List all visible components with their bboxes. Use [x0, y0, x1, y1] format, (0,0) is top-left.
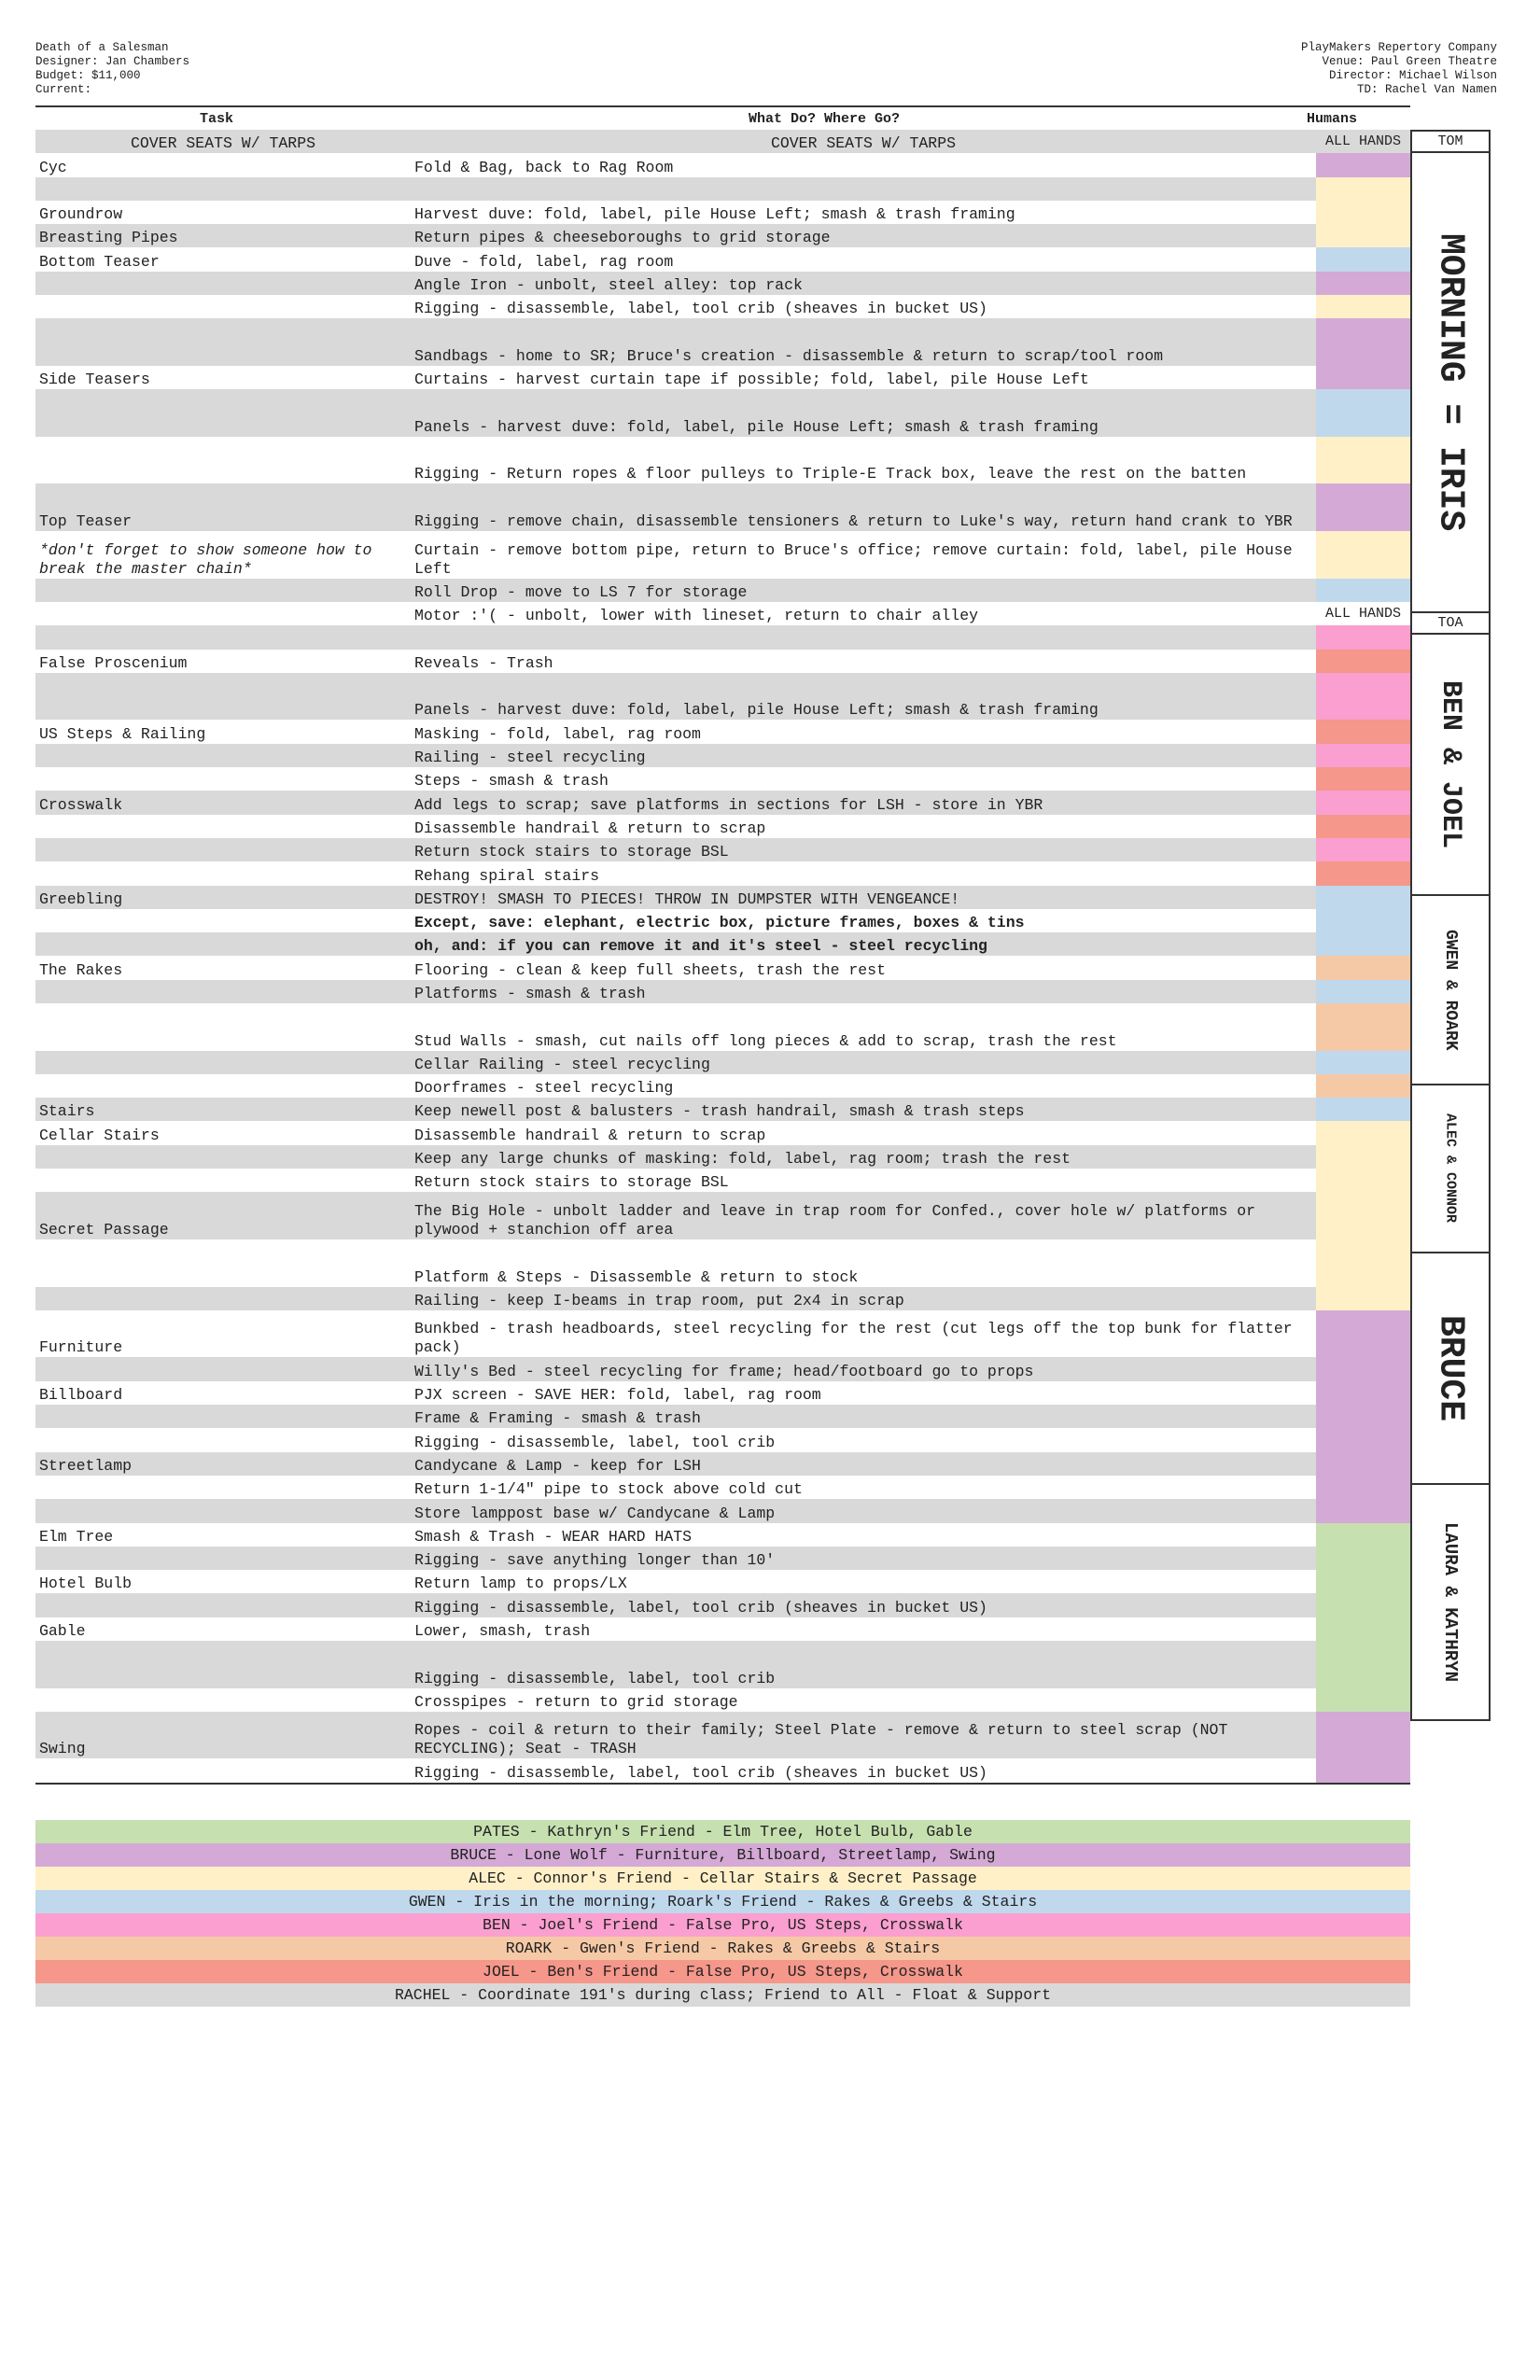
task-cell: Greebling: [39, 889, 123, 908]
crew-color-cell: [1316, 201, 1410, 224]
table-row: [35, 531, 1410, 579]
action-cell: Railing - keep I-beams in trap room, put 2x4 in scrap: [414, 1291, 904, 1309]
task-cell: [35, 1758, 411, 1782]
crew-color-cell: [1316, 247, 1410, 271]
action-cell: Rigging - disassemble, label, tool crib (sheaves in bucket US): [414, 1763, 987, 1782]
task-cell: [35, 272, 411, 295]
crew-color-cell: [1316, 1476, 1410, 1499]
column-headers: [35, 105, 1410, 130]
crew-box: [1410, 1252, 1491, 1485]
task-cell: [35, 932, 411, 956]
task-cell: [35, 1641, 411, 1688]
crew-label: BRUCE: [1430, 1314, 1471, 1422]
venue: Venue: Paul Green Theatre: [1322, 55, 1497, 68]
crew-color-cell: [1316, 650, 1410, 673]
crew-box: [1410, 894, 1491, 1085]
action-cell: Angle Iron - unbolt, steel alley: top rack: [414, 276, 803, 295]
task-cell: [35, 579, 411, 602]
task-cell: [35, 1145, 411, 1169]
crew-color-cell: [1316, 1641, 1410, 1688]
table-row: [35, 130, 1410, 153]
task-cell: [35, 861, 411, 885]
action-cell: Add legs to scrap; save platforms in sections for LSH - store in YBR: [414, 795, 1043, 814]
action-cell: Cellar Railing - steel recycling: [414, 1055, 710, 1073]
table-row: [35, 1428, 1410, 1451]
crew-color-cell: [1316, 366, 1410, 389]
action-cell: PJX screen - SAVE HER: fold, label, rag room: [414, 1386, 821, 1405]
action-cell: Return 1-1/4" pipe to stock above cold cut: [414, 1480, 803, 1499]
crew-color-cell: [1316, 1405, 1410, 1428]
crew-color-cell: [1316, 1169, 1410, 1192]
crew-color-cell: [1316, 1357, 1410, 1380]
table-row: [35, 366, 1410, 389]
table-row: [35, 650, 1410, 673]
crew-color-cell: [1316, 1452, 1410, 1476]
table-row: [35, 224, 1410, 247]
action-cell: Fold & Bag, back to Rag Room: [414, 158, 674, 176]
table-row: [35, 247, 1410, 271]
action-cell: Rigging - remove chain, disassemble tensioners & return to Luke's way, return hand crank to YBR: [414, 512, 1293, 531]
action-cell: Frame & Framing - smash & trash: [414, 1409, 701, 1428]
table-row: [35, 1145, 1410, 1169]
table-row: [35, 932, 1410, 956]
director: Director: Michael Wilson: [1328, 69, 1497, 82]
crew-color-cell: [1316, 838, 1410, 861]
action-cell: Motor :'( - unbolt, lower with lineset, return to chair alley: [414, 607, 978, 625]
crew-color-cell: [1316, 1003, 1410, 1051]
action-cell: Candycane & Lamp - keep for LSH: [414, 1456, 701, 1475]
crew-color-cell: [1316, 1051, 1410, 1074]
action-cell: Rigging - disassemble, label, tool crib: [414, 1433, 776, 1451]
designer: Designer: Jan Chambers: [35, 55, 190, 68]
action-cell: COVER SEATS W/ TARPS: [770, 134, 957, 153]
action-cell: Rigging - save anything longer than 10': [414, 1551, 776, 1570]
action-cell: Flooring - clean & keep full sheets, trash the rest: [414, 960, 886, 979]
crew-label: MORNING = IRIS: [1430, 232, 1471, 532]
crew-label: TOM: [1437, 133, 1463, 149]
task-cell: [35, 767, 411, 791]
task-cell: Furniture: [39, 1338, 123, 1357]
humans-header: Humans: [1307, 111, 1358, 127]
crew-color-cell: ALL HANDS: [1324, 133, 1401, 149]
task-cell: [35, 744, 411, 767]
table-row: [35, 744, 1410, 767]
table-row: [35, 579, 1410, 602]
legend-item: GWEN - Iris in the morning; Roark's Friend - Rakes & Greebs & Stairs: [35, 1890, 1410, 1913]
table-row: [35, 1547, 1410, 1570]
action-cell: Reveals - Trash: [414, 653, 553, 672]
action-cell: Platforms - smash & trash: [414, 984, 646, 1002]
task-cell: Cyc: [39, 158, 67, 176]
what-header: What Do? Where Go?: [749, 111, 901, 127]
table-row: [35, 1310, 1410, 1358]
task-cell: [35, 1547, 411, 1570]
action-cell: Return lamp to props/LX: [414, 1575, 627, 1593]
task-cell: [35, 602, 411, 625]
crew-color-cell: [1316, 1121, 1410, 1144]
task-cell: The Rakes: [39, 960, 123, 979]
table-row: [35, 1617, 1410, 1641]
task-cell: [35, 1405, 411, 1428]
table-row: [35, 909, 1410, 932]
crew-color-cell: [1316, 815, 1410, 838]
action-cell: Disassemble handrail & return to scrap: [414, 819, 766, 837]
crew-label: ALEC & CONNOR: [1442, 1113, 1459, 1224]
task-cell: [35, 1239, 411, 1287]
table-row: [35, 1239, 1410, 1287]
crew-color-cell: [1316, 791, 1410, 814]
crew-label: BEN & JOEL: [1435, 679, 1466, 849]
action-cell: Rigging - Return ropes & floor pulleys to Triple-E Track box, leave the rest on the batten: [414, 465, 1247, 483]
legend-item: PATES - Kathryn's Friend - Elm Tree, Hotel Bulb, Gable: [35, 1820, 1410, 1843]
crew-color-cell: [1316, 1145, 1410, 1169]
action-cell: Keep any large chunks of masking: fold, label, rag room; trash the rest: [414, 1150, 1071, 1169]
table-row: [35, 1688, 1410, 1712]
table-row: [35, 1169, 1410, 1192]
crew-color-cell: [1316, 272, 1410, 295]
task-cell: Bottom Teaser: [39, 252, 160, 271]
action-cell: Lower, smash, trash: [414, 1622, 591, 1640]
task-cell: Top Teaser: [39, 512, 133, 531]
task-cell: *don't forget to show someone how to break the master chain*: [39, 540, 372, 578]
table-row: [35, 1074, 1410, 1098]
action-cell: Smash & Trash - WEAR HARD HATS: [414, 1527, 693, 1546]
task-cell: [35, 1051, 411, 1074]
action-cell: DESTROY! SMASH TO PIECES! THROW IN DUMPSTER WITH VENGEANCE!: [414, 889, 960, 908]
action-cell: [411, 177, 1316, 201]
table-row: [35, 1476, 1410, 1499]
crew-color-cell: [1316, 1617, 1410, 1641]
crew-color-cell: [1316, 1074, 1410, 1098]
crew-color-cell: [1316, 1688, 1410, 1712]
crew-label: GWEN & ROARK: [1441, 929, 1460, 1051]
table-row: [35, 318, 1410, 366]
action-cell: Rigging - disassemble, label, tool crib (sheaves in bucket US): [414, 300, 987, 318]
header-right: [1301, 41, 1497, 97]
table-row: [35, 1405, 1410, 1428]
show-title: Death of a Salesman: [35, 41, 169, 54]
crew-box: [1410, 1483, 1491, 1721]
task-cell: Hotel Bulb: [39, 1575, 133, 1593]
table-row: [35, 1192, 1410, 1239]
crew-color-cell: [1316, 673, 1410, 721]
task-cell: Secret Passage: [39, 1220, 169, 1239]
strike-task-table: [35, 130, 1410, 1785]
crew-color-cell: [1316, 1547, 1410, 1570]
crew-color-cell: [1316, 932, 1410, 956]
table-row: [35, 886, 1410, 909]
table-row: [35, 177, 1410, 201]
legend-item: RACHEL - Coordinate 191's during class; Friend to All - Float & Support: [35, 1983, 1410, 2007]
crew-label: TOA: [1437, 615, 1463, 631]
action-cell: Keep newell post & balusters - trash handrail, smash & trash steps: [414, 1102, 1025, 1121]
crew-color-cell: [1316, 1381, 1410, 1405]
action-cell: Steps - smash & trash: [414, 772, 609, 791]
action-cell: Duve - fold, label, rag room: [414, 252, 674, 271]
action-cell: Harvest duve: fold, label, pile House Left; smash & trash framing: [414, 205, 1015, 224]
action-cell: Curtains - harvest curtain tape if possible; fold, label, pile House Left: [414, 371, 1089, 389]
task-cell: [35, 1287, 411, 1310]
table-row: [35, 1381, 1410, 1405]
action-cell: [411, 625, 1316, 649]
legend-item: BEN - Joel's Friend - False Pro, US Steps, Crosswalk: [35, 1913, 1410, 1937]
crew-color-cell: [1316, 767, 1410, 791]
table-row: [35, 1357, 1410, 1380]
crew-color-cell: [1316, 1428, 1410, 1451]
crew-color-cell: [1316, 886, 1410, 909]
table-row: [35, 1452, 1410, 1476]
table-row: [35, 1098, 1410, 1121]
action-cell: Disassemble handrail & return to scrap: [414, 1126, 766, 1144]
task-cell: [35, 318, 411, 366]
crew-color-cell: [1316, 861, 1410, 885]
task-cell: [35, 1003, 411, 1051]
table-row: [35, 625, 1410, 649]
action-cell: Doorframes - steel recycling: [414, 1079, 674, 1098]
crew-color-cell: [1316, 483, 1410, 531]
action-cell: Roll Drop - move to LS 7 for storage: [414, 582, 748, 601]
task-cell: Breasting Pipes: [39, 229, 178, 247]
action-cell: Panels - harvest duve: fold, label, pile House Left; smash & trash framing: [414, 417, 1099, 436]
crew-color-cell: [1316, 1192, 1410, 1239]
legend-item: ROARK - Gwen's Friend - Rakes & Greebs & Stairs: [35, 1937, 1410, 1960]
crew-color-cell: [1316, 579, 1410, 602]
task-cell: Cellar Stairs: [39, 1126, 160, 1144]
crew-color-cell: [1316, 909, 1410, 932]
table-row: [35, 720, 1410, 743]
table-row: [35, 956, 1410, 979]
task-cell: Gable: [39, 1622, 86, 1640]
task-cell: [35, 838, 411, 861]
table-row: [35, 767, 1410, 791]
crew-color-cell: [1316, 1523, 1410, 1547]
action-cell: Crosspipes - return to grid storage: [414, 1692, 738, 1711]
crew-color-cell: [1316, 177, 1410, 201]
table-row: [35, 153, 1410, 176]
action-cell: Rigging - disassemble, label, tool crib (sheaves in bucket US): [414, 1598, 987, 1617]
table-row: [35, 1051, 1410, 1074]
crew-color-cell: [1316, 318, 1410, 366]
action-cell: Bunkbed - trash headboards, steel recycling for the rest (cut legs off the top bunk for flatter pack): [414, 1320, 1293, 1357]
action-cell: The Big Hole - unbolt ladder and leave in trap room for Confed., cover hole w/ platforms or plywood + stanchion off area: [414, 1201, 1256, 1239]
task-cell: Side Teasers: [39, 371, 150, 389]
crew-color-cell: [1316, 625, 1410, 649]
header-left: [35, 41, 189, 97]
legend-item: BRUCE - Lone Wolf - Furniture, Billboard, Streetlamp, Swing: [35, 1843, 1410, 1867]
action-cell: Stud Walls - smash, cut nails off long pieces & add to scrap, trash the rest: [414, 1031, 1117, 1050]
crew-label: LAURA & KATHRYN: [1440, 1521, 1461, 1683]
table-row: [35, 815, 1410, 838]
crew-color-cell: [1316, 1499, 1410, 1522]
task-cell: Stairs: [39, 1102, 95, 1121]
crew-color-cell: [1316, 744, 1410, 767]
task-cell: [35, 815, 411, 838]
action-cell: Willy's Bed - steel recycling for frame; head/footboard go to props: [414, 1362, 1034, 1380]
crew-box: [1410, 1084, 1491, 1253]
legend-item: ALEC - Connor's Friend - Cellar Stairs & Secret Passage: [35, 1867, 1410, 1890]
action-cell: Masking - fold, label, rag room: [414, 724, 701, 743]
table-row: [35, 673, 1410, 721]
task-cell: [35, 673, 411, 721]
crew-color-cell: ALL HANDS: [1324, 605, 1401, 622]
task-cell: [35, 625, 411, 649]
table-row: [35, 861, 1410, 885]
crew-color-cell: [1316, 437, 1410, 484]
table-row: [35, 980, 1410, 1003]
crew-box: [1410, 151, 1491, 613]
table-row: [35, 1758, 1410, 1782]
action-cell: Return stock stairs to storage BSL: [414, 843, 729, 861]
crew-color-cell: [1316, 1758, 1410, 1782]
crew-color-cell: [1316, 1098, 1410, 1121]
crew-color-cell: [1316, 1593, 1410, 1617]
crew-color-cell: [1316, 389, 1410, 437]
task-cell: [35, 437, 411, 484]
task-cell: Crosswalk: [39, 795, 123, 814]
table-row: [35, 1121, 1410, 1144]
task-cell: Groundrow: [39, 205, 123, 224]
table-row: [35, 483, 1410, 531]
crew-color-cell: [1316, 980, 1410, 1003]
table-row: [35, 1523, 1410, 1547]
crew-box: [1410, 130, 1491, 153]
crew-color-cell: [1316, 1310, 1410, 1358]
crew-box: [1410, 633, 1491, 896]
crew-assignment-column: [1410, 130, 1491, 1721]
crew-color-cell: [1316, 1570, 1410, 1593]
crew-color-cell: [1316, 531, 1410, 579]
action-cell: Platform & Steps - Disassemble & return to stock: [414, 1267, 859, 1286]
crew-color-cell: [1316, 956, 1410, 979]
crew-color-cell: [1316, 224, 1410, 247]
task-cell: [35, 1476, 411, 1499]
task-cell: False Proscenium: [39, 653, 188, 672]
table-row: [35, 1593, 1410, 1617]
task-cell: [35, 909, 411, 932]
action-cell: Return stock stairs to storage BSL: [414, 1173, 729, 1192]
table-row: [35, 1570, 1410, 1593]
action-cell: Except, save: elephant, electric box, picture frames, boxes & tins: [414, 914, 1025, 932]
table-row: [35, 389, 1410, 437]
action-cell: Ropes - coil & return to their family; Steel Plate - remove & return to steel scrap (NOT RECYCLING); Seat - TRASH: [414, 1721, 1228, 1758]
task-header: Task: [200, 111, 234, 127]
crew-color-cell: [1316, 1239, 1410, 1287]
action-cell: Curtain - remove bottom pipe, return to Bruce's office; remove curtain: fold, label, pile House Left: [414, 540, 1293, 578]
task-cell: [35, 980, 411, 1003]
crew-color-cell: [1316, 720, 1410, 743]
task-cell: Billboard: [39, 1386, 123, 1405]
action-cell: Panels - harvest duve: fold, label, pile House Left; smash & trash framing: [414, 701, 1099, 720]
td: TD: Rachel Van Namen: [1356, 83, 1497, 96]
legend-item: JOEL - Ben's Friend - False Pro, US Steps, Crosswalk: [35, 1960, 1410, 1983]
table-row: [35, 201, 1410, 224]
action-cell: Return pipes & cheeseboroughs to grid storage: [414, 229, 831, 247]
task-cell: COVER SEATS W/ TARPS: [130, 134, 316, 153]
task-cell: US Steps & Railing: [39, 724, 206, 743]
crew-color-cell: [1316, 1287, 1410, 1310]
crew-color-cell: [1316, 153, 1410, 176]
task-cell: [35, 295, 411, 318]
budget: Budget: $11,000: [35, 69, 141, 82]
table-row: [35, 437, 1410, 484]
action-cell: Railing - steel recycling: [414, 749, 646, 767]
task-cell: [35, 1074, 411, 1098]
table-row: [35, 1287, 1410, 1310]
action-cell: Rigging - disassemble, label, tool crib: [414, 1669, 776, 1687]
crew-color-cell: [1316, 295, 1410, 318]
task-cell: [35, 1357, 411, 1380]
task-cell: [35, 1593, 411, 1617]
task-cell: Streetlamp: [39, 1456, 133, 1475]
action-cell: Sandbags - home to SR; Bruce's creation - disassemble & return to scrap/tool room: [414, 346, 1164, 365]
crew-legend: [35, 1820, 1410, 2007]
crew-color-cell: [1316, 1712, 1410, 1759]
task-cell: Swing: [39, 1740, 86, 1758]
table-row: [35, 602, 1410, 625]
table-row: [35, 791, 1410, 814]
action-cell: oh, and: if you can remove it and it's steel - steel recycling: [414, 937, 987, 956]
table-row: [35, 1499, 1410, 1522]
action-cell: Rehang spiral stairs: [414, 866, 600, 885]
action-cell: Store lamppost base w/ Candycane & Lamp: [414, 1504, 776, 1522]
company: PlayMakers Repertory Company: [1300, 41, 1497, 54]
table-row: [35, 1003, 1410, 1051]
table-row: [35, 1712, 1410, 1759]
task-cell: Elm Tree: [39, 1527, 114, 1546]
table-row: [35, 295, 1410, 318]
task-cell: [35, 1688, 411, 1712]
crew-box: [1410, 611, 1491, 635]
task-cell: [35, 389, 411, 437]
table-row: [35, 1641, 1410, 1688]
task-cell: [35, 177, 411, 201]
table-row: [35, 272, 1410, 295]
table-row: [35, 838, 1410, 861]
current: Current:: [35, 83, 92, 96]
task-cell: [35, 1428, 411, 1451]
task-cell: [35, 1169, 411, 1192]
task-cell: [35, 1499, 411, 1522]
